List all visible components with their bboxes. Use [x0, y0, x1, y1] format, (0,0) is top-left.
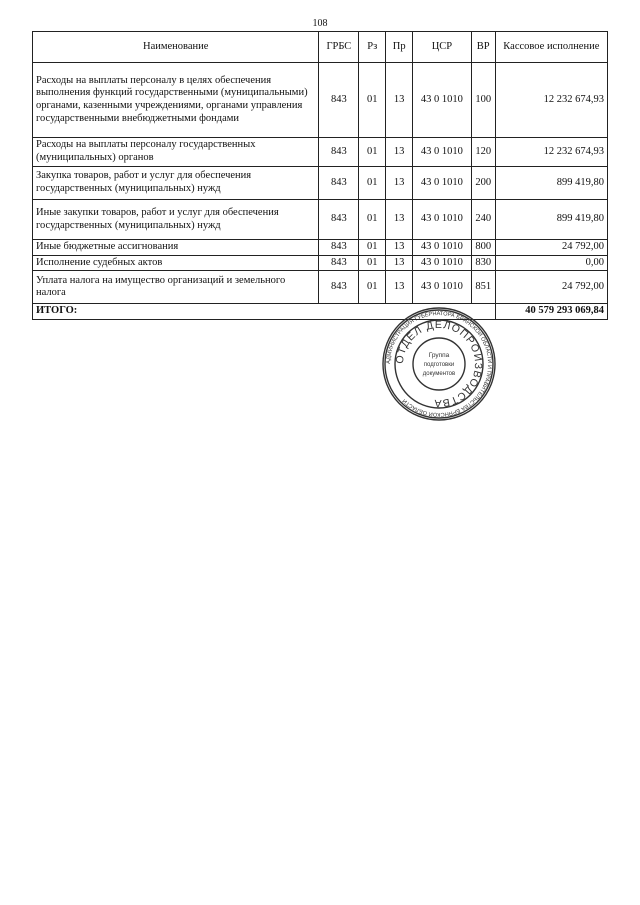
- row-rz: 01: [359, 63, 386, 138]
- row-name: Уплата налога на имущество организаций и земельного налога: [33, 271, 319, 304]
- header-name: Наименование: [33, 32, 319, 63]
- row-grbs: 843: [319, 240, 359, 256]
- row-vr: 240: [471, 200, 495, 240]
- row-sum: 24 792,00: [495, 271, 607, 304]
- table-row: [33, 271, 608, 304]
- row-grbs: 843: [319, 200, 359, 240]
- row-csr: 43 0 1010: [413, 271, 472, 304]
- row-vr: 120: [471, 138, 495, 167]
- row-pr: 13: [386, 271, 413, 304]
- row-name: Иные бюджетные ассигнования: [33, 240, 319, 256]
- header-csr: ЦСР: [413, 32, 472, 63]
- table-row: [33, 200, 608, 240]
- header-grbs: ГРБС: [319, 32, 359, 63]
- row-csr: 43 0 1010: [413, 255, 472, 271]
- row-csr: 43 0 1010: [413, 63, 472, 138]
- row-name: Иные закупки товаров, работ и услуг для обеспечения государственных (муниципальных) нужд: [33, 200, 319, 240]
- row-sum: 899 419,80: [495, 200, 607, 240]
- row-vr: 200: [471, 167, 495, 200]
- row-vr: 851: [471, 271, 495, 304]
- row-rz: 01: [359, 167, 386, 200]
- row-sum: 899 419,80: [495, 167, 607, 200]
- row-vr: 100: [471, 63, 495, 138]
- row-name: Расходы на выплаты персоналу государственных (муниципальных) органов: [33, 138, 319, 167]
- row-rz: 01: [359, 271, 386, 304]
- header-sum: Кассовое исполнение: [495, 32, 607, 63]
- row-pr: 13: [386, 138, 413, 167]
- row-pr: 13: [386, 240, 413, 256]
- row-csr: 43 0 1010: [413, 138, 472, 167]
- row-rz: 01: [359, 240, 386, 256]
- row-grbs: 843: [319, 271, 359, 304]
- stamp-center-line-2: подготовки: [423, 362, 455, 368]
- stamp-center-line-3: документов: [422, 371, 456, 377]
- row-pr: 13: [386, 167, 413, 200]
- row-csr: 43 0 1010: [413, 240, 472, 256]
- row-sum: 12 232 674,93: [495, 63, 607, 138]
- row-pr: 13: [386, 63, 413, 138]
- header-rz: Рз: [359, 32, 386, 63]
- row-name: Исполнение судебных актов: [33, 255, 319, 271]
- row-name: Расходы на выплаты персоналу в целях обеспечения выполнения функций государственными (муниципальными) органами, казенными учреждениями, органами управления государственными внебюджетными фондами: [33, 63, 319, 138]
- stamp-center-line-1: Группа: [428, 352, 450, 359]
- stamp-ring-text: ОТДЕЛ ДЕЛОПРОИЗВОДСТВА: [393, 318, 485, 410]
- row-grbs: 843: [319, 138, 359, 167]
- table-row: [33, 138, 608, 167]
- stamp-seal-icon: [381, 306, 497, 422]
- header-pr: Пр: [386, 32, 413, 63]
- table-header-row: [33, 32, 608, 63]
- row-rz: 01: [359, 138, 386, 167]
- row-grbs: 843: [319, 167, 359, 200]
- header-vr: ВР: [471, 32, 495, 63]
- row-sum: 12 232 674,93: [495, 138, 607, 167]
- total-sum: 40 579 293 069,84: [495, 304, 607, 320]
- table-row: [33, 255, 608, 271]
- table-row: [33, 63, 608, 138]
- stamp-outer-text: АДМИНИСТРАЦИЯ ГУБЕРНАТОРА БРЯНСКОЙ ОБЛАСТИ И ПРАВИТЕЛЬСТВА БРЯНСКОЙ ОБЛАСТИ: [385, 310, 493, 418]
- row-csr: 43 0 1010: [413, 200, 472, 240]
- office-stamp: [381, 306, 497, 422]
- row-grbs: 843: [319, 63, 359, 138]
- row-sum: 24 792,00: [495, 240, 607, 256]
- table-row: [33, 167, 608, 200]
- row-csr: 43 0 1010: [413, 167, 472, 200]
- row-rz: 01: [359, 200, 386, 240]
- total-row: [33, 304, 608, 320]
- row-rz: 01: [359, 255, 386, 271]
- row-pr: 13: [386, 255, 413, 271]
- row-vr: 800: [471, 240, 495, 256]
- row-pr: 13: [386, 200, 413, 240]
- total-label: ИТОГО:: [33, 304, 496, 320]
- row-vr: 830: [471, 255, 495, 271]
- row-name: Закупка товаров, работ и услуг для обеспечения государственных (муниципальных) нужд: [33, 167, 319, 200]
- row-sum: 0,00: [495, 255, 607, 271]
- page-number: 108: [312, 18, 328, 29]
- table-row: [33, 240, 608, 256]
- budget-execution-table: [32, 31, 608, 320]
- row-grbs: 843: [319, 255, 359, 271]
